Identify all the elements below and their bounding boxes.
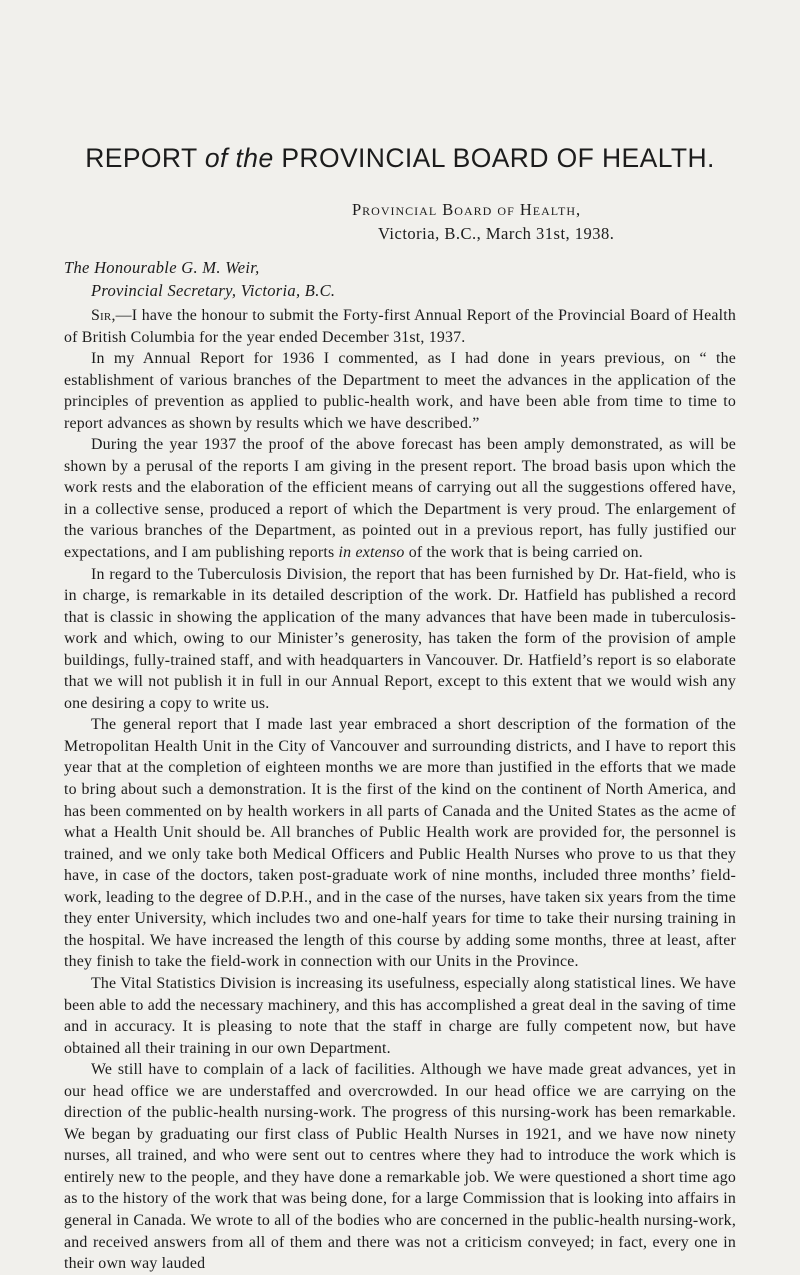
addressee-line-1: The Honourable G. M. Weir, (64, 258, 260, 277)
title-board: PROVINCIAL BOARD OF HEALTH. (281, 143, 715, 173)
salutation: Sir, (91, 307, 116, 324)
paragraph-2: In my Annual Report for 1936 I commented, as I had done in years previous, on “ the establishment of various branches of the Department to meet the advances in the application of the principles of prevention as applied to public-health work, and have been able from time to time to report advances as shown by results which we have described.” (64, 350, 736, 432)
page-title (0, 143, 800, 174)
paragraph-3 (64, 434, 736, 563)
paragraph-3-italic: in extenso (338, 544, 405, 562)
addressee-line-2: Provincial Secretary, Victoria, B.C. (91, 281, 336, 300)
paragraph-6: The Vital Statistics Division is increasing its usefulness, especially along statistical lines. We have been able to add the necessary machinery, and this has accomplished a great deal in the saving of time and in accuracy. It is pleasing to note that the staff in charge are fully competent now, but have obtained all their training in our own Department. (64, 974, 736, 1057)
addressee-block (64, 256, 335, 302)
sender-address-line-1: Provincial Board of Health, (352, 200, 582, 219)
paragraph-5: The general report that I made last year embraced a short description of the formation of the Metropolitan Health Unit in the City of Vancouver and surrounding districts, and I have to report this year that at the completion of eighteen months we are more than justified in the efforts that we made to bring about such a demonstration. It is the first of the kind on the continent of North America, and has been commented on by health workers in all parts of Canada and the United States as the acme of what a Health Unit should be. All branches of Public Health work are provided for, the personnel is trained, and we only take both Medical Officers and Public Health Nurses who prove to us that they have, in case of the doctors, taken post-graduate work of nine months, included three months’ field-work, leading to the degree of D.P.H., and in the case of the nurses, have taken six years from the time they enter University, which includes two and one-half years for time to take their nursing training in the hospital. We have increased the length of this course by adding some months, three at least, after they finish to take the field-work in connection with our Units in the Province. (64, 716, 736, 971)
title-report: REPORT (85, 143, 198, 173)
paragraph-1 (64, 305, 736, 348)
letter-body (64, 305, 736, 1275)
paragraph-3-text-a: During the year 1937 the proof of the above forecast has been amply demonstrated, as will be shown by a perusal of the reports I am giving in the present report. The broad basis upon which the work rests and the elaboration of the efficient means of carrying out all the suggestions offered have, in a collective sense, produced a report of which the Department is very proud. The enlargement of the various branches of the Department, as pointed out in a previous report, has fully justified our expectations, and I am publishing reports (64, 436, 736, 562)
sender-address (352, 198, 614, 246)
paragraph-1-text: —I have the honour to submit the Forty-first Annual Report of the Provincial Board of Health of British Columbia for the year ended December 31st, 1937. (64, 307, 736, 346)
title-of-the: of the (204, 143, 274, 173)
paragraph-3-text-b: of the work that is being carried on. (408, 544, 643, 562)
paragraph-4: In regard to the Tuberculosis Division, the report that has been furnished by Dr. Hat-field, who is in charge, is remarkable in its detailed description of the work. Dr. Hatfield has published a record that is classic in showing the application of the many advances that have been made in tuberculosis-work and which, owing to our Minister’s generosity, has taken the form of the provision of ample buildings, fully-trained staff, and with headquarters in Vancouver. Dr. Hatfield’s report is so elaborate that we will not publish it in full in our Annual Report, except to this extent that we would wish any one desiring a copy to write us. (64, 565, 736, 712)
paragraph-7: We still have to complain of a lack of facilities. Although we have made great advances, yet in our head office we are understaffed and overcrowded. In our head office we are carrying on the direction of the public-health nursing-work. The progress of this nursing-work has been remarkable. We began by graduating our first class of Public Health Nurses in 1921, and we have now ninety nurses, all trained, and who were sent out to centres where they had to introduce the work which is entirely new to the people, and they have done a remarkable job. We were questioned a short time ago as to the history of the work that was being done, for a large Commission that is looking into affairs in general in Canada. We wrote to all of the bodies who are concerned in the public-health nursing-work, and received answers from all of them and there was not a criticism conveyed; in fact, every one in their own way lauded (64, 1061, 736, 1273)
sender-address-line-2: Victoria, B.C., March 31st, 1938. (378, 224, 615, 243)
